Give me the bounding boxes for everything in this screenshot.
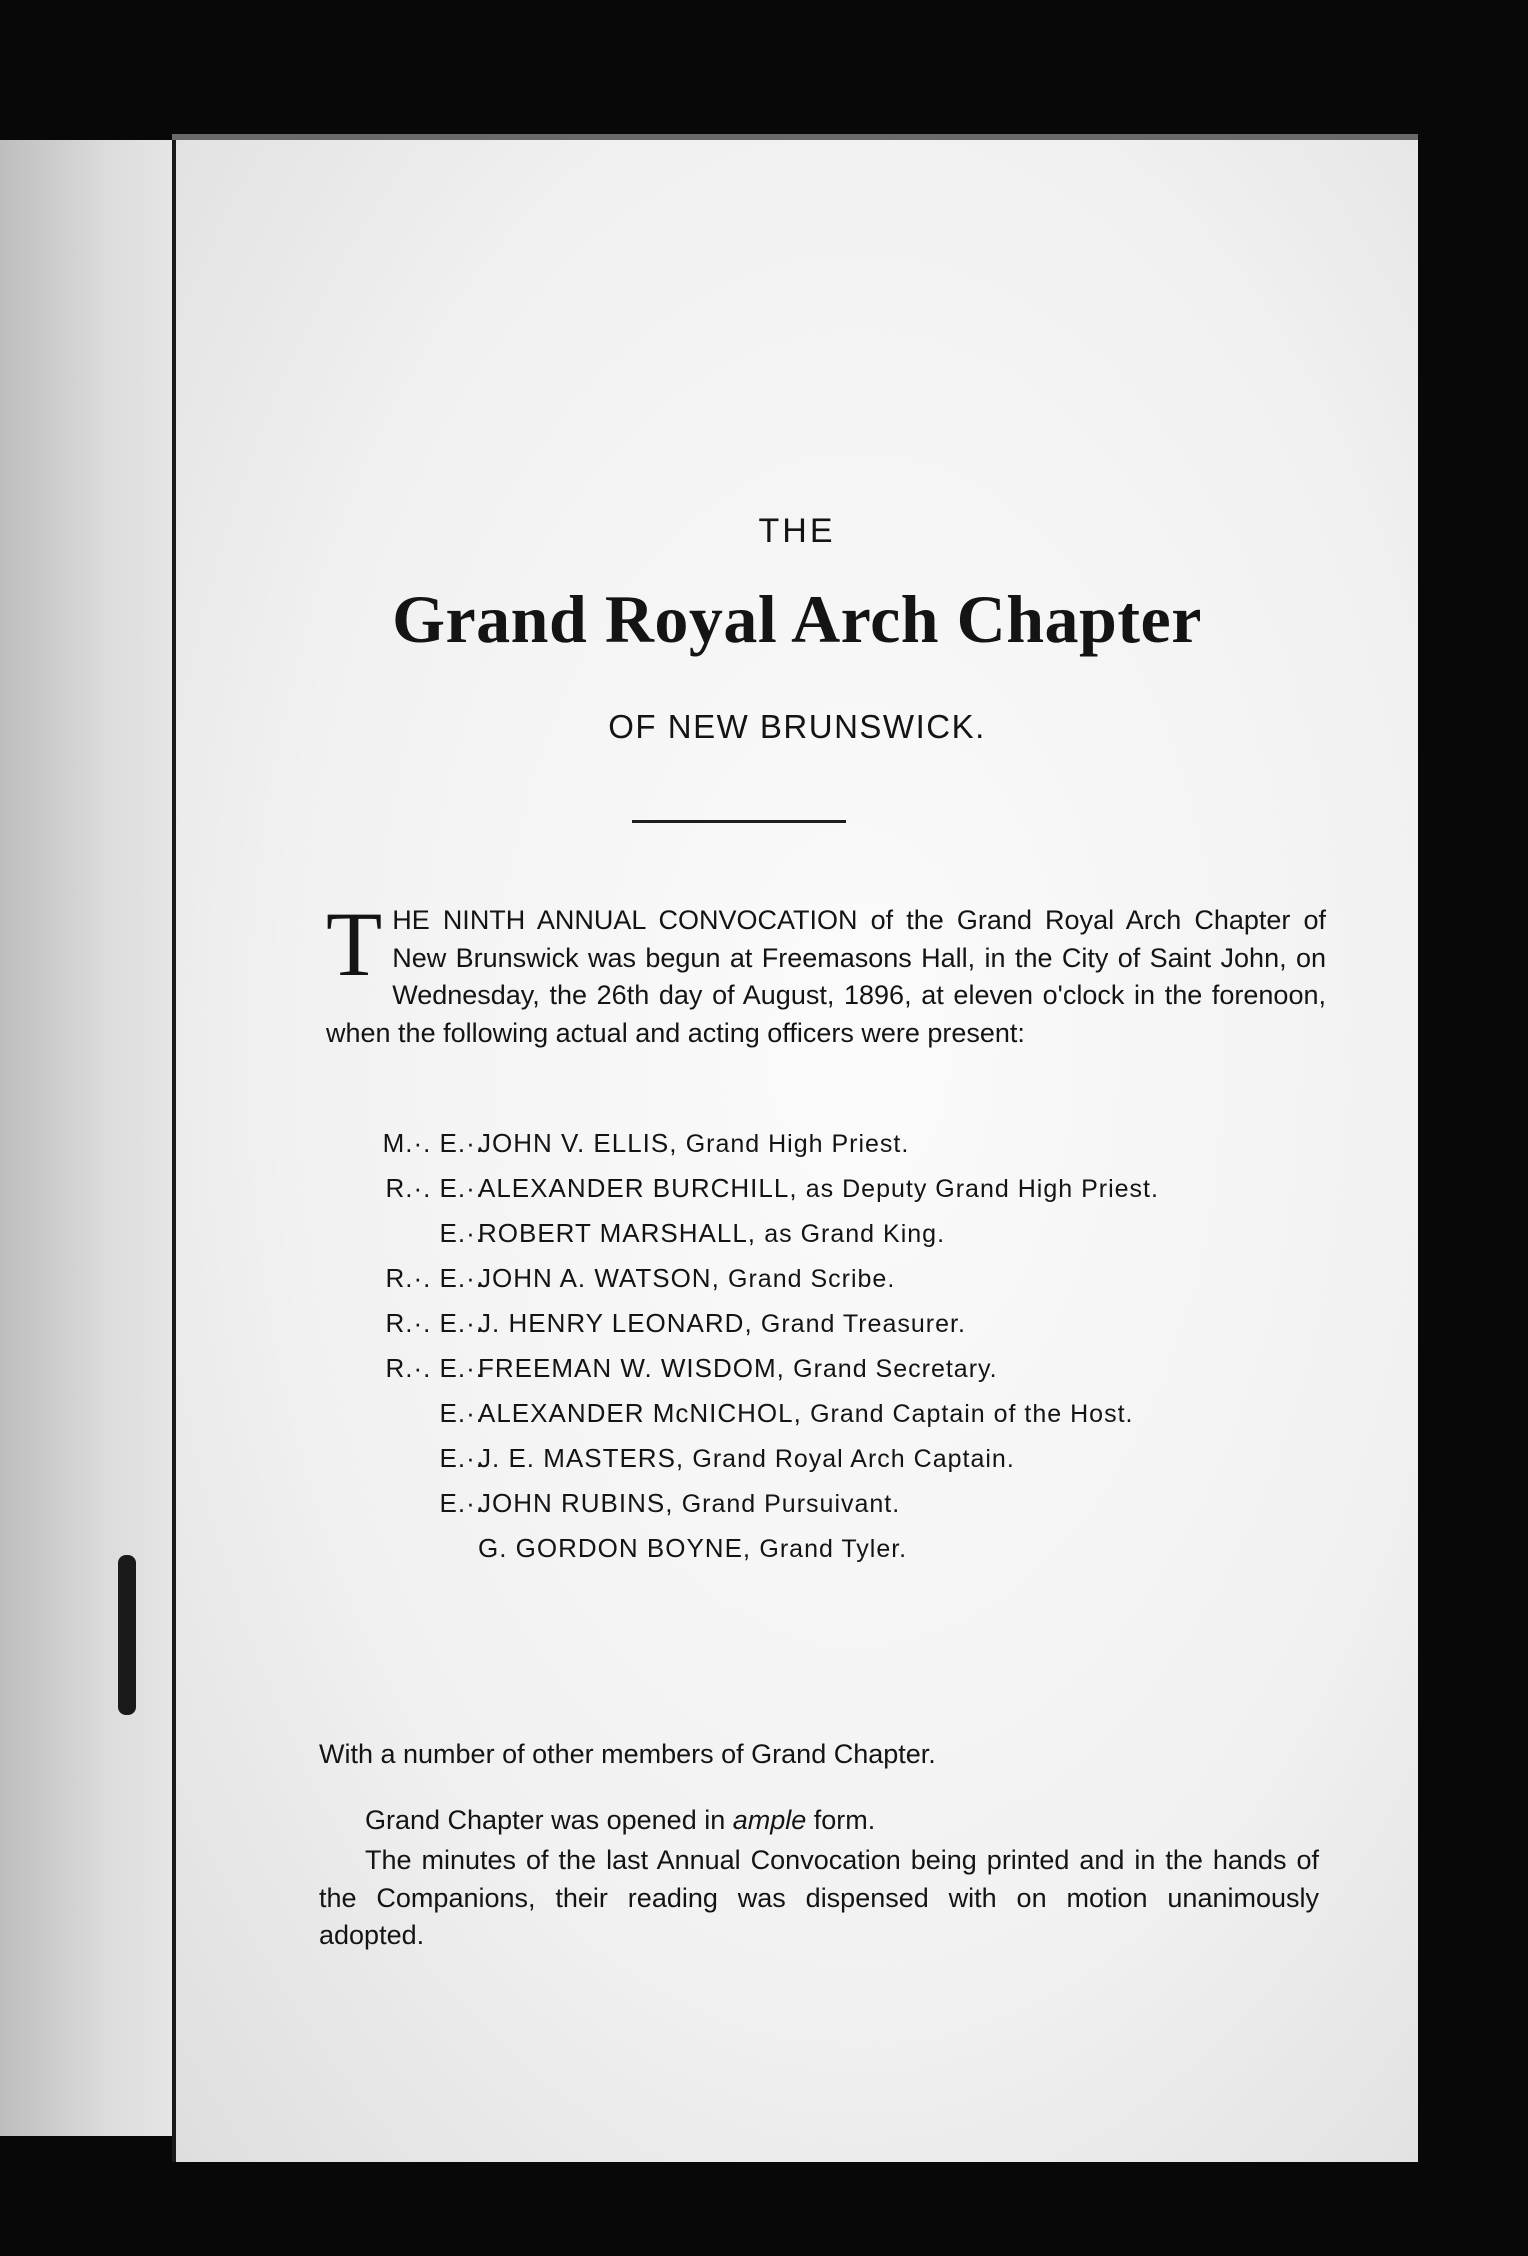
heading-the: THE [758, 512, 836, 550]
officer-name: J. E. MASTERS, [478, 1443, 685, 1473]
document-title: Grand Royal Arch Chapter [392, 581, 1202, 657]
officer-name-role [478, 1218, 945, 1249]
officer-name: ALEXANDER BURCHILL, [478, 1173, 798, 1203]
officer-name: FREEMAN W. WISDOM, [478, 1353, 785, 1383]
members-line: With a number of other members of Grand Chapter. [319, 1739, 936, 1769]
document-page [172, 140, 1418, 2162]
officer-role: Grand Secretary. [793, 1355, 998, 1383]
officer-name: J. HENRY LEONARD, [478, 1308, 753, 1338]
officer-role: Grand Treasurer. [760, 1310, 966, 1338]
opened-text-after: form. [806, 1805, 876, 1835]
officer-name-role [478, 1488, 900, 1519]
officer-name-role [478, 1443, 1015, 1474]
officer-prefix: R.·. E.·. [385, 1308, 484, 1338]
page-content [176, 140, 1418, 2162]
officer-role: Grand Tyler. [759, 1535, 908, 1563]
officer-name-role [478, 1353, 998, 1384]
intro-paragraph [326, 893, 1326, 1052]
officer-name: ROBERT MARSHALL, [478, 1218, 757, 1248]
officer-prefix: M.·. E.·. [382, 1128, 484, 1158]
officer-name: JOHN A. WATSON, [478, 1263, 720, 1293]
officer-name-role [478, 1533, 907, 1564]
officer-name-role [478, 1398, 1133, 1429]
facing-page-edge [0, 140, 178, 2136]
officer-name: JOHN V. ELLIS, [478, 1128, 678, 1158]
officer-prefix: E.·. [439, 1398, 484, 1428]
officer-prefix: E.·. [439, 1443, 484, 1473]
officer-prefix: R.·. E.·. [385, 1173, 484, 1203]
officer-name-role [478, 1173, 1159, 1204]
binding-mark [118, 1555, 136, 1715]
officer-name-role [478, 1263, 895, 1294]
officer-name-role [478, 1308, 966, 1339]
officer-role: as Deputy Grand High Priest. [805, 1175, 1159, 1203]
officer-role: Grand High Priest. [685, 1130, 910, 1158]
intro-text: HE NINTH ANNUAL CONVOCATION of the Grand Royal Arch Chapter of New Brunswick was begun at Freemasons Hall, in the City of Saint John, on Wednesday, the 26th day of August, 1896, at eleven o'clock in the forenoon, when the following actual and acting officers were present: [326, 905, 1326, 1048]
drop-cap: T [326, 893, 383, 995]
officer-prefix: E.·. [439, 1218, 484, 1248]
officer-role: Grand Pursuivant. [681, 1490, 901, 1518]
officer-role: Grand Royal Arch Captain. [692, 1445, 1015, 1473]
officer-prefix: E.·. [439, 1488, 484, 1518]
opened-emphasis: ample [732, 1805, 807, 1835]
officer-prefix: R.·. E.·. [385, 1353, 484, 1383]
officer-role: Grand Scribe. [728, 1265, 896, 1293]
opened-text-before: Grand Chapter was opened in [365, 1805, 733, 1835]
officer-name-role [478, 1128, 909, 1159]
officer-name: JOHN RUBINS, [478, 1488, 674, 1518]
minutes-paragraph: The minutes of the last Annual Convocation being printed and in the hands of the Companions, their reading was dispensed with on motion unanimously adopted. [319, 1845, 1319, 1950]
document-subtitle: OF NEW BRUNSWICK. [608, 708, 986, 745]
officer-name: ALEXANDER McNICHOL, [478, 1398, 802, 1428]
officer-prefix: R.·. E.·. [385, 1263, 484, 1293]
officer-name: G. GORDON BOYNE, [478, 1533, 752, 1563]
officer-role: Grand Captain of the Host. [810, 1400, 1134, 1428]
opened-paragraph [319, 1802, 1319, 1840]
officer-role: as Grand King. [764, 1220, 946, 1248]
divider-rule [632, 820, 846, 823]
